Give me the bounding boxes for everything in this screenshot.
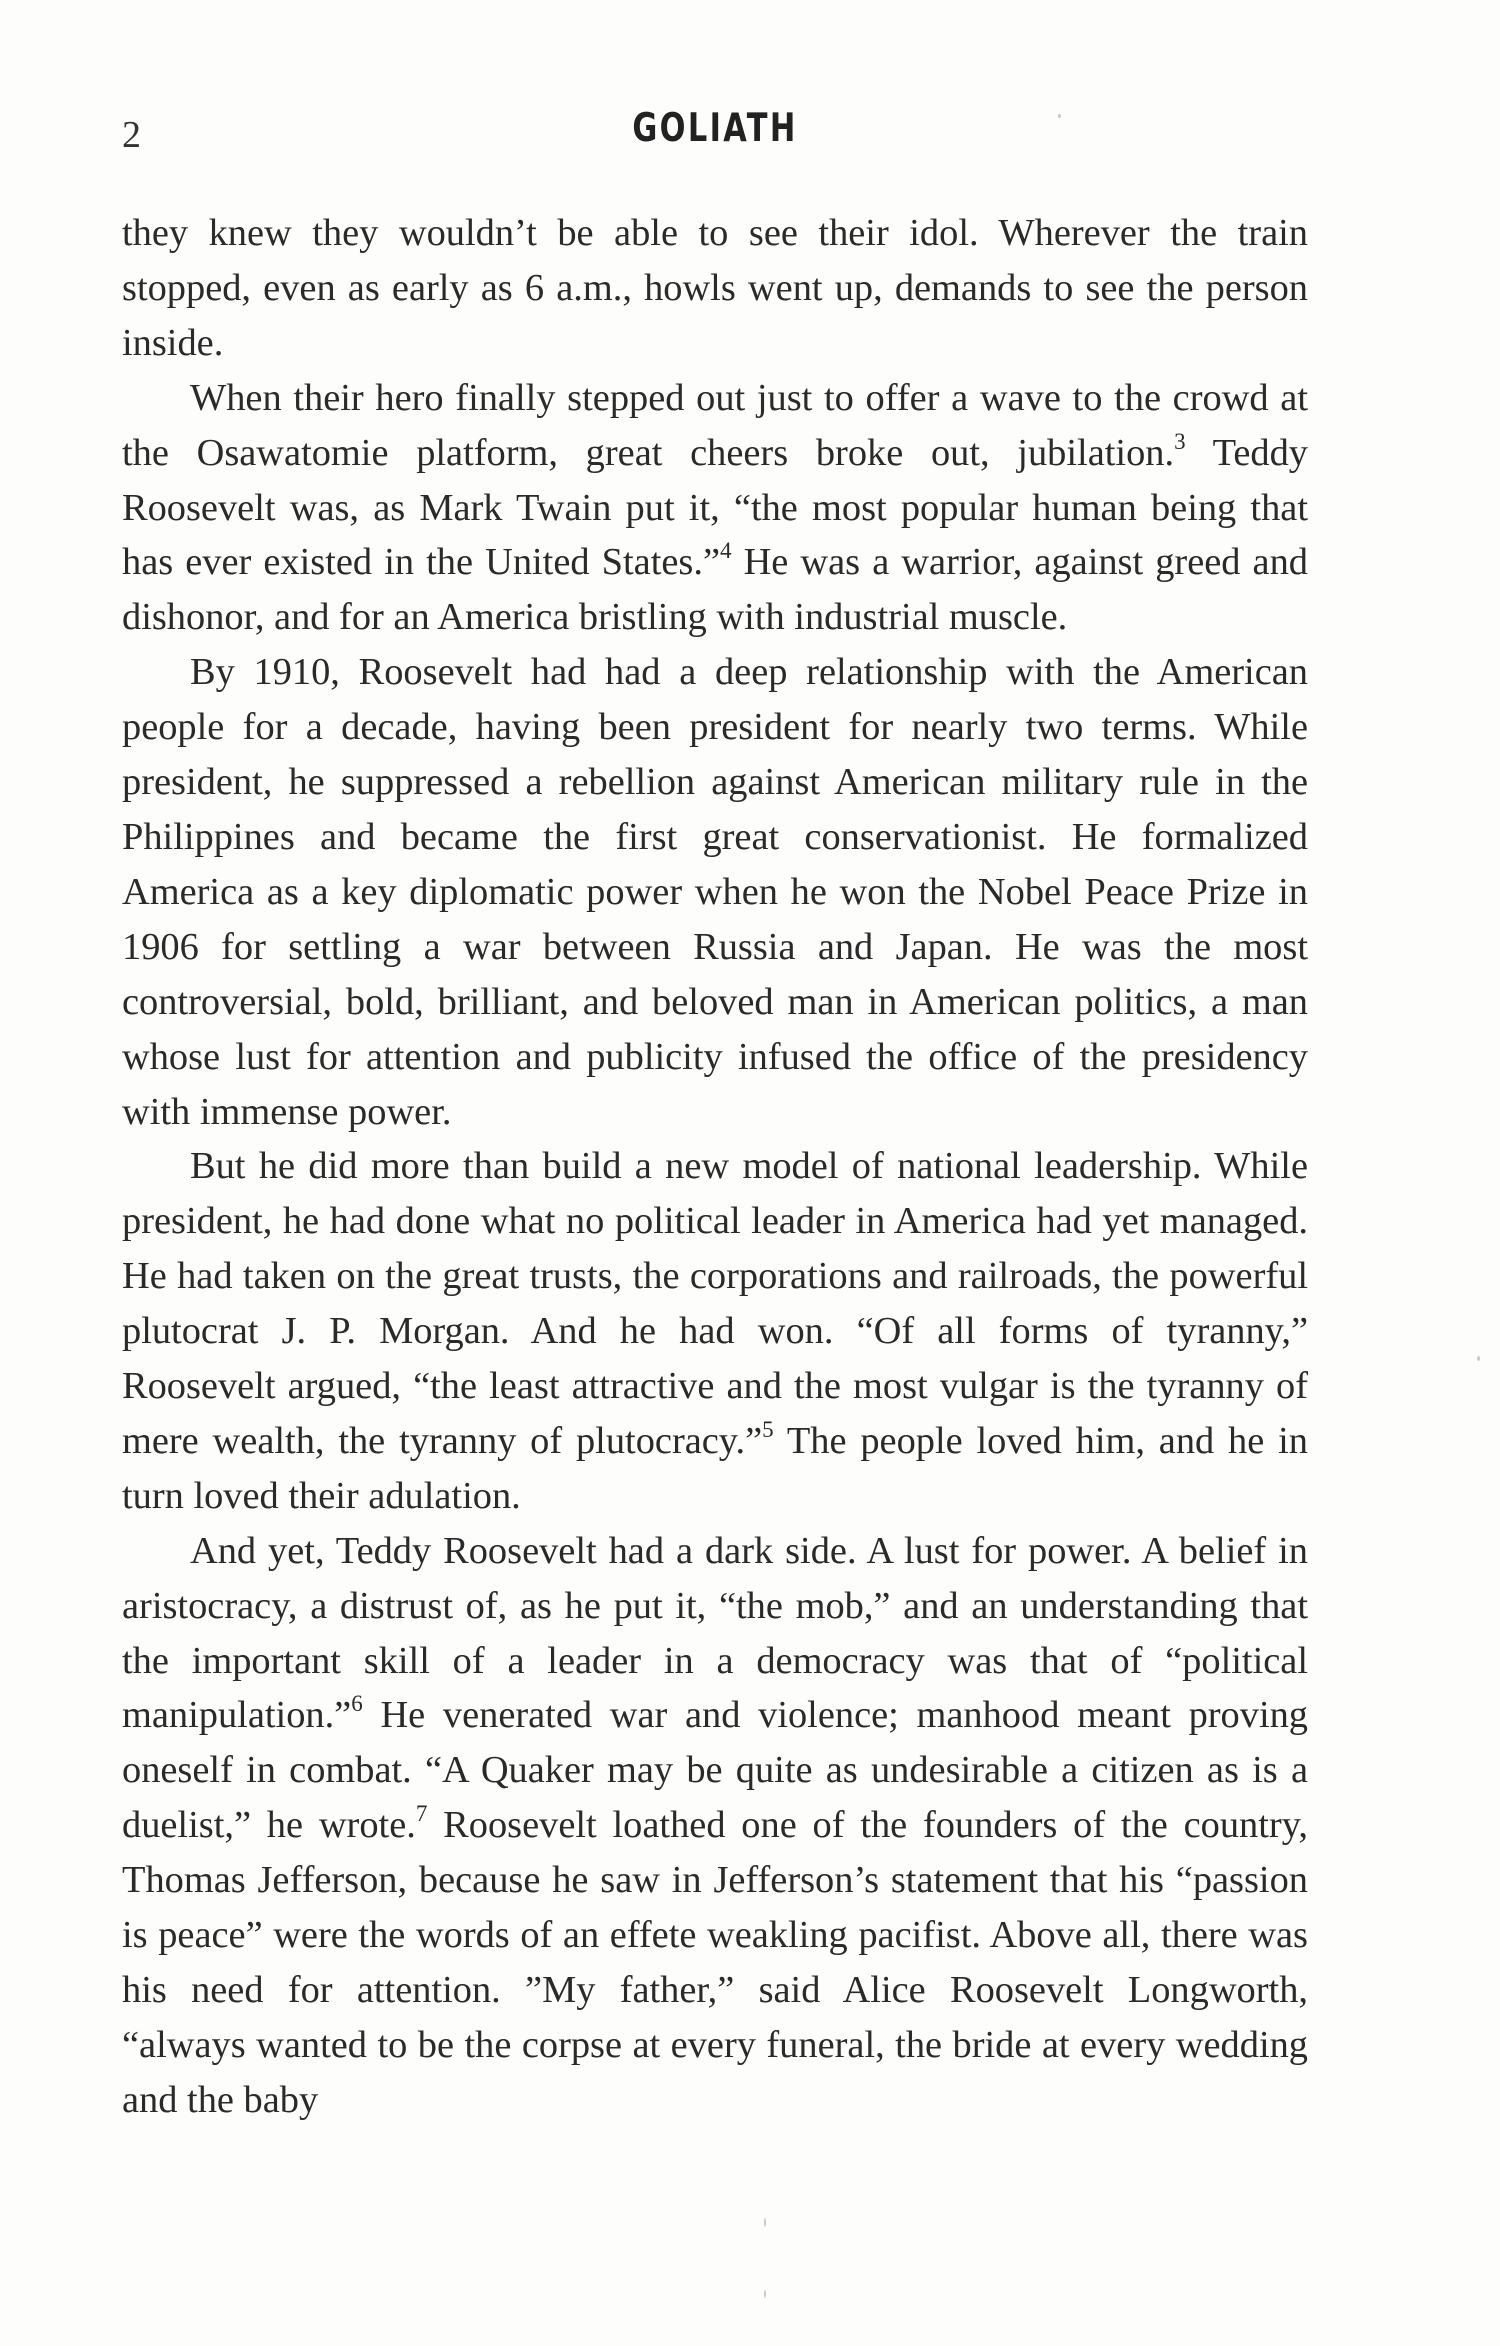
footnote-reference: 7 <box>415 1800 428 1827</box>
scan-speck <box>764 2218 766 2227</box>
paragraph-text: He was a warrior, against greed and dishonor, and for an America bristling with industrial muscle. <box>122 541 1308 639</box>
paragraph <box>122 1139 1308 1523</box>
paragraph <box>122 645 1308 1139</box>
paragraph-text: He venerated war and violence; manhood meant proving oneself in combat. “A Quaker may be quite as undesirable a citizen as is a duelist,” he wrote. <box>122 1694 1308 1847</box>
footnote-reference: 3 <box>1174 427 1186 454</box>
scan-speck <box>764 2290 766 2298</box>
paragraph <box>122 371 1308 646</box>
footnote-reference: 4 <box>720 537 732 564</box>
footnote-reference: 6 <box>351 1690 363 1717</box>
paragraph-text: And yet, Teddy Roosevelt had a dark side. A lust for power. A belief in aristocracy, a distrust of, as he put it, “the mob,” and an understanding that the important skill of a leader in a democracy was that of “political manipulation.” <box>122 1529 1308 1737</box>
scan-speck <box>1058 114 1061 118</box>
paragraph-text: When their hero finally stepped out just to offer a wave to the crowd at the Osawatomie platform, great cheers broke out, jubilation. <box>122 376 1308 474</box>
paragraph-text: By 1910, Roosevelt had had a deep relationship with the American people for a decade, having been president for nearly two terms. While president, he suppressed a rebellion against American military rule in the Philippines and became the first great conservationist. He formalized America as a key diplomatic power when he won the Nobel Peace Prize in 1906 for settling a war between Russia and Japan. He was the most controversial, bold, brilliant, and beloved man in American politics, a man whose lust for attention and publicity infused the office of the presidency with immense power. <box>122 651 1308 1133</box>
paragraph-text: Teddy Roosevelt was, as Mark Twain put it, “the most popular human being that has ever existed in the United States.” <box>122 431 1308 584</box>
scan-speck <box>1477 1356 1480 1361</box>
paragraph-text: But he did more than build a new model of national leadership. While president, he had done what no political leader in America had yet managed. He had taken on the great trusts, the corporations and railroads, the powerful plutocrat J. P. Morgan. And he had won. “Of all forms of tyranny,” Roosevelt argued, “the least attractive and the most vulgar is the tyranny of mere wealth, the tyranny of plutocracy.” <box>122 1145 1308 1462</box>
page-number: 2 <box>122 114 141 156</box>
body-text <box>122 206 1308 2128</box>
paragraph-text: The people loved him, and he in turn loved their adulation. <box>122 1419 1308 1517</box>
book-title: GOLIATH <box>632 106 798 151</box>
running-head <box>122 100 1308 170</box>
paragraph-text: they knew they wouldn’t be able to see their idol. Wherever the train stopped, even as early as 6 a.m., howls went up, demands to see the person inside. <box>122 212 1308 364</box>
footnote-reference: 5 <box>762 1415 774 1442</box>
paragraph <box>122 206 1308 371</box>
paragraph <box>122 1524 1308 2128</box>
paragraph-text: Roosevelt loathed one of the founders of the country, Thomas Jefferson, because he saw in Jefferson’s statement that his “passion is peace” were the words of an effete weakling pacifist. Above all, there was his need for attention. ”My father,” said Alice Roosevelt Longworth, “always wanted to be the corpse at every funeral, the bride at every wedding and the baby <box>122 1804 1308 2121</box>
